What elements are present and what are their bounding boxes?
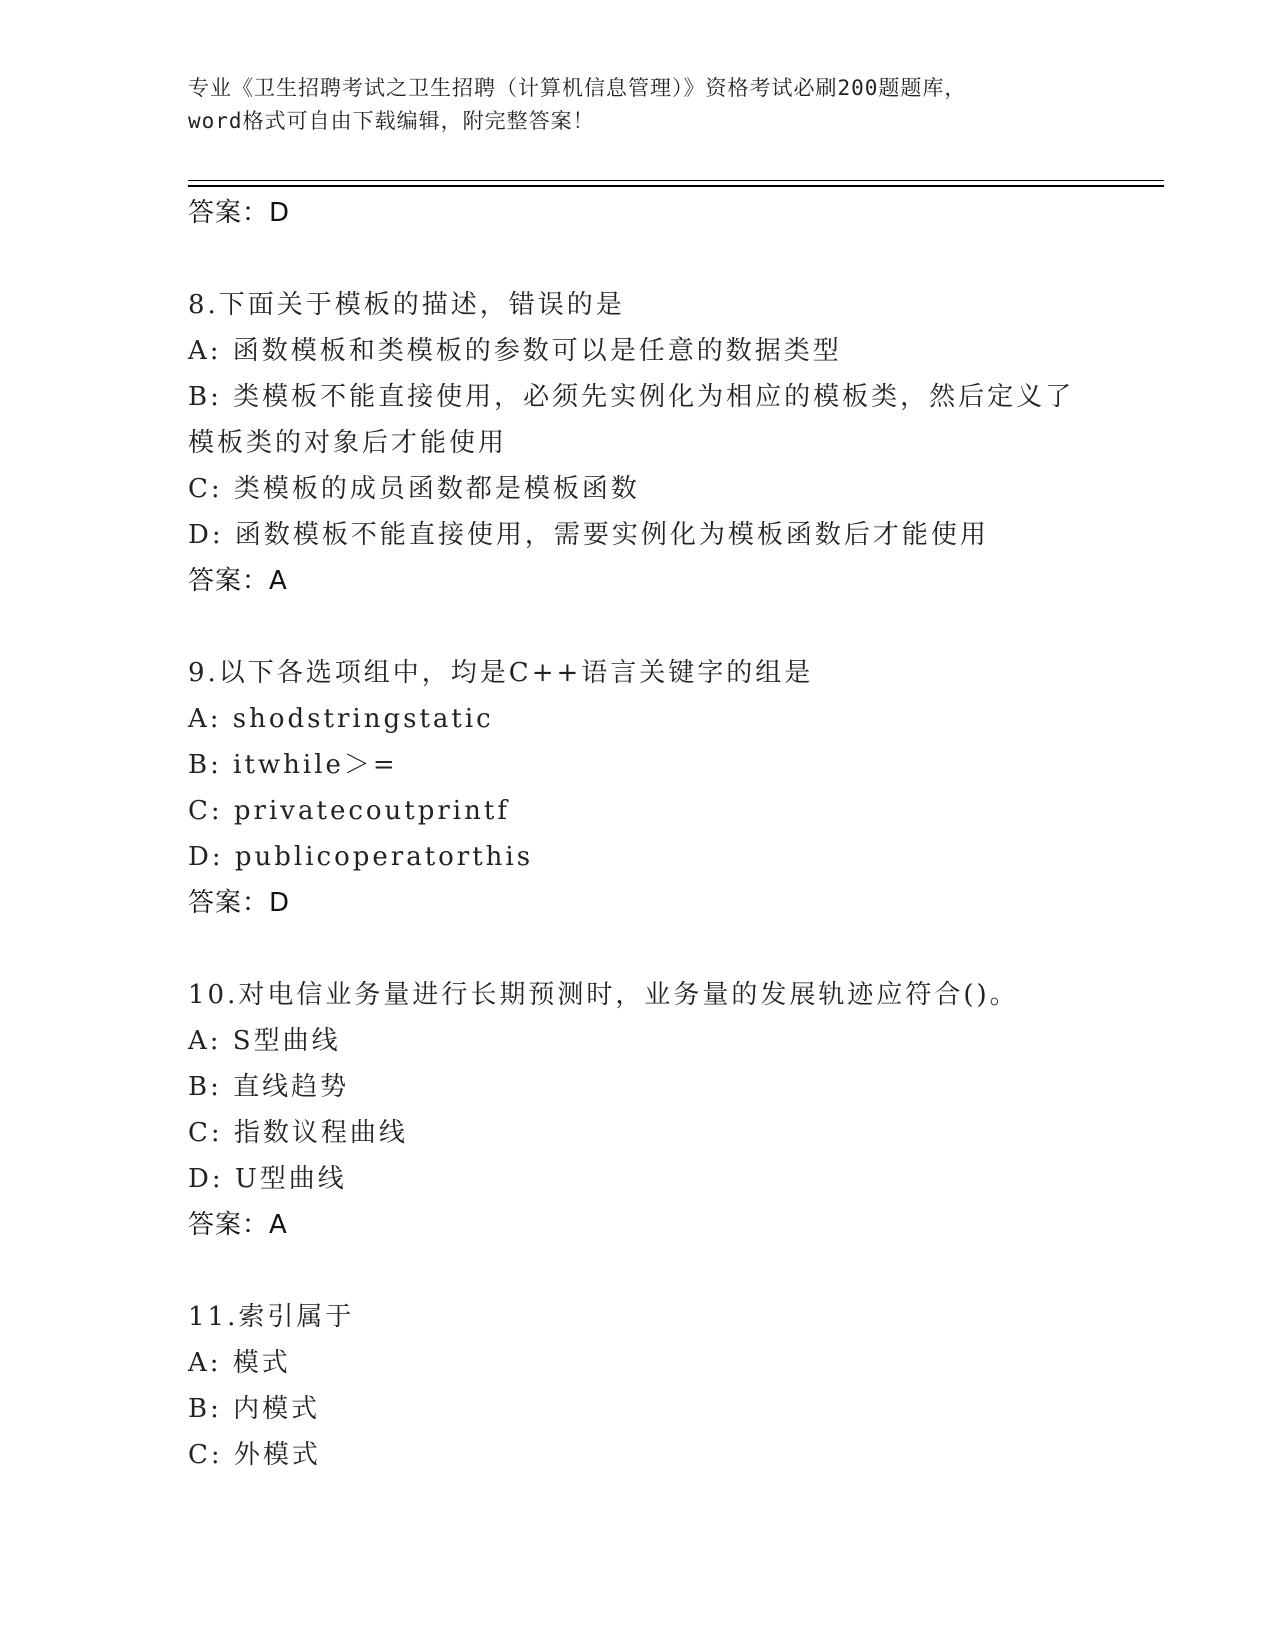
option-a: A: shodstringstatic [188,704,494,734]
option-c: C: privatecoutprintf [188,796,510,826]
answer-line: 答案：A [188,566,288,596]
document-header [188,72,1088,138]
question-stem: 10.对电信业务量进行长期预测时，业务量的发展轨迹应符合()。 [188,980,1019,1010]
header-divider-thin [188,180,1164,181]
option-b: B: 内模式 [188,1394,321,1424]
option-b: B: 直线趋势 [188,1072,350,1102]
question-stem: 11.索引属于 [188,1302,355,1332]
spacer [188,604,1168,650]
option-a: A: 模式 [188,1348,291,1378]
header-divider-thick [188,185,1164,187]
option-b-continued: 模板类的对象后才能使用 [188,428,508,458]
option-b: B: 类模板不能直接使用，必须先实例化为相应的模板类，然后定义了 [188,382,1075,412]
answer-line: 答案：D [188,888,291,918]
option-b: B: itwhile＞= [188,750,398,780]
option-d: D: 函数模板不能直接使用，需要实例化为模板函数后才能使用 [188,520,989,550]
question-stem: 9.以下各选项组中，均是C++语言关键字的组是 [188,658,814,688]
option-c: C: 指数议程曲线 [188,1118,408,1148]
answer-line: 答案：D [188,198,291,228]
spacer [188,1248,1168,1294]
answer-line: 答案：A [188,1210,288,1240]
header-line-1: 专业《卫生招聘考试之卫生招聘（计算机信息管理）》资格考试必刷200题题库， [188,76,967,100]
option-c: C: 外模式 [188,1440,321,1470]
question-stem: 8.下面关于模板的描述，错误的是 [188,290,625,320]
option-a: A: S型曲线 [188,1026,341,1056]
spacer [188,926,1168,972]
question-list [188,190,1168,1478]
spacer [188,236,1168,282]
option-a: A: 函数模板和类模板的参数可以是任意的数据类型 [188,336,842,366]
option-c: C: 类模板的成员函数都是模板函数 [188,474,640,504]
option-d: D: publicoperatorthis [188,842,534,872]
header-line-2: word格式可自由下载编辑，附完整答案！ [188,109,595,133]
option-d: D: U型曲线 [188,1164,347,1194]
